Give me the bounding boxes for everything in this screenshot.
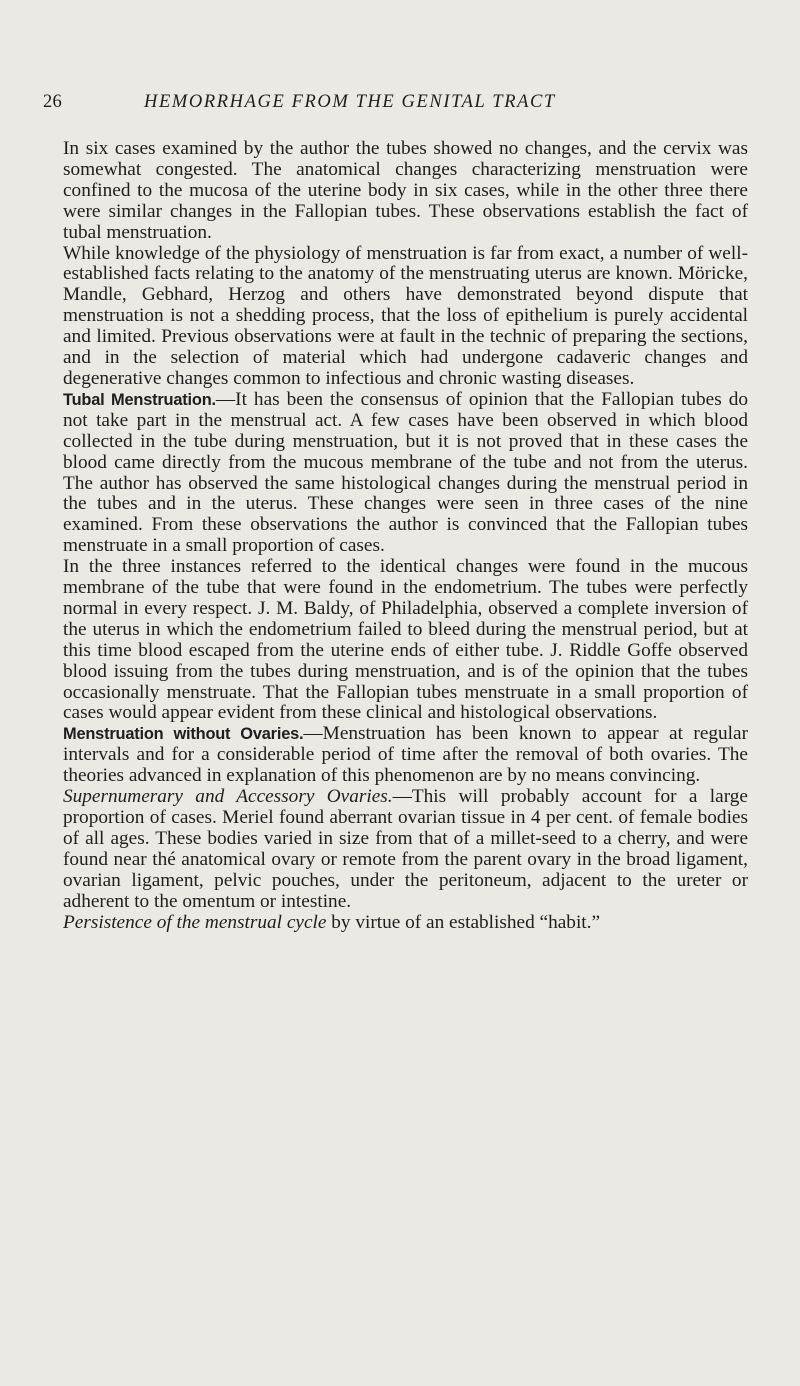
subheading-supernumerary-ovaries: Supernumerary and Accessory Ovaries. bbox=[63, 786, 393, 808]
section-heading-menstruation-without-ovaries: Menstruation without Ovaries. bbox=[63, 725, 304, 744]
subheading-menstrual-cycle-persistence: Persistence of the menstrual cycle bbox=[63, 911, 327, 933]
paragraph-menstrual-cycle-persistence bbox=[63, 913, 748, 934]
paragraph-tubal-menstruation bbox=[63, 390, 748, 557]
paragraph-text: In six cases examined by the author the tubes showed no changes, and the cervix was somewhat congested. The anatomical changes characterizing menstruation were confined to the mucosa of the uterine body in six cases, while in the other three there were similar changes in the Fallopian tubes. These observations establish the fact of tubal menstruation. bbox=[63, 138, 748, 243]
paragraph-text: by virtue of an established “habit.” bbox=[326, 911, 601, 933]
paragraph-supernumerary-ovaries bbox=[63, 787, 748, 912]
paragraph-text: In the three instances referred to the identical changes were found in the mucous membrane of the tube that were found in the endometrium. The tubes were perfectly normal in every respect. J. M. Baldy, of Philadelphia, observed a complete inversion of the uterus in which the endometrium failed to bleed during the menstrual period, but at this time blood escaped from the uterine ends of either tube. J. Riddle Goffe observed blood issuing from the tubes during menstruation, and is of the opinion that the tubes occasionally menstruate. That the Fallopian tubes menstruate in a small proportion of cases would appear evident from these clinical and histological observations. bbox=[63, 556, 748, 724]
running-title: HEMORRHAGE FROM THE GENITAL TRACT bbox=[144, 92, 556, 112]
page-number: 26 bbox=[43, 92, 62, 112]
page-header bbox=[43, 90, 743, 114]
paragraph-text: —This will probably account for a large proportion of cases. Meriel found aberrant ovarian tissue in 4 per cent. of female bodies of all ages. These bodies varied in size from that of a millet-seed to a cherry, and were found near thé anatomical ovary or remote from the parent ovary in the broad ligament, ovarian ligament, pelvic pouches, under the peritoneum, adjacent to the ureter or adherent to the omentum or intestine. bbox=[63, 786, 748, 912]
paragraph-text: —Menstruation has been known to appear at regular intervals and for a considerable period of time after the removal of both ovaries. The theories advanced in explanation of this phenomenon are by no means convincing. bbox=[63, 723, 748, 787]
paragraph-tube-observations bbox=[63, 139, 748, 244]
paragraph-text: —It has been the consensus of opinion that the Fallopian tubes do not take part in the menstrual act. A few cases have been observed in which blood collected in the tube during menstruation, but it is not proved that in these cases the blood came directly from the mucous membrane of the tube and not from the uterus. The author has observed the same histological changes during the menstrual period in the tubes and in the uterus. These changes were seen in three cases of the nine examined. From these observations the author is convinced that the Fallopian tubes menstruate in a small proportion of cases. bbox=[63, 388, 748, 557]
paragraph-text: While knowledge of the physiology of menstruation is far from exact, a number of well-established facts relating to the anatomy of the menstruating uterus are known. Möricke, Mandle, Gebhard, Herzog and others have demonstrated beyond dispute that menstruation is not a shedding process, that the loss of epithelium is purely accidental and limited. Previous observations were at fault in the technic of preparing the sections, and in the selection of material which had undergone cadaveric changes and degenerative changes common to infectious and chronic wasting diseases. bbox=[63, 242, 748, 389]
paragraph-menstruation-physiology bbox=[63, 244, 748, 390]
body-text bbox=[63, 139, 748, 933]
paragraph-menstruation-without-ovaries bbox=[63, 724, 748, 787]
paragraph-three-instances bbox=[63, 557, 748, 724]
section-heading-tubal-menstruation: Tubal Menstruation. bbox=[63, 390, 216, 409]
